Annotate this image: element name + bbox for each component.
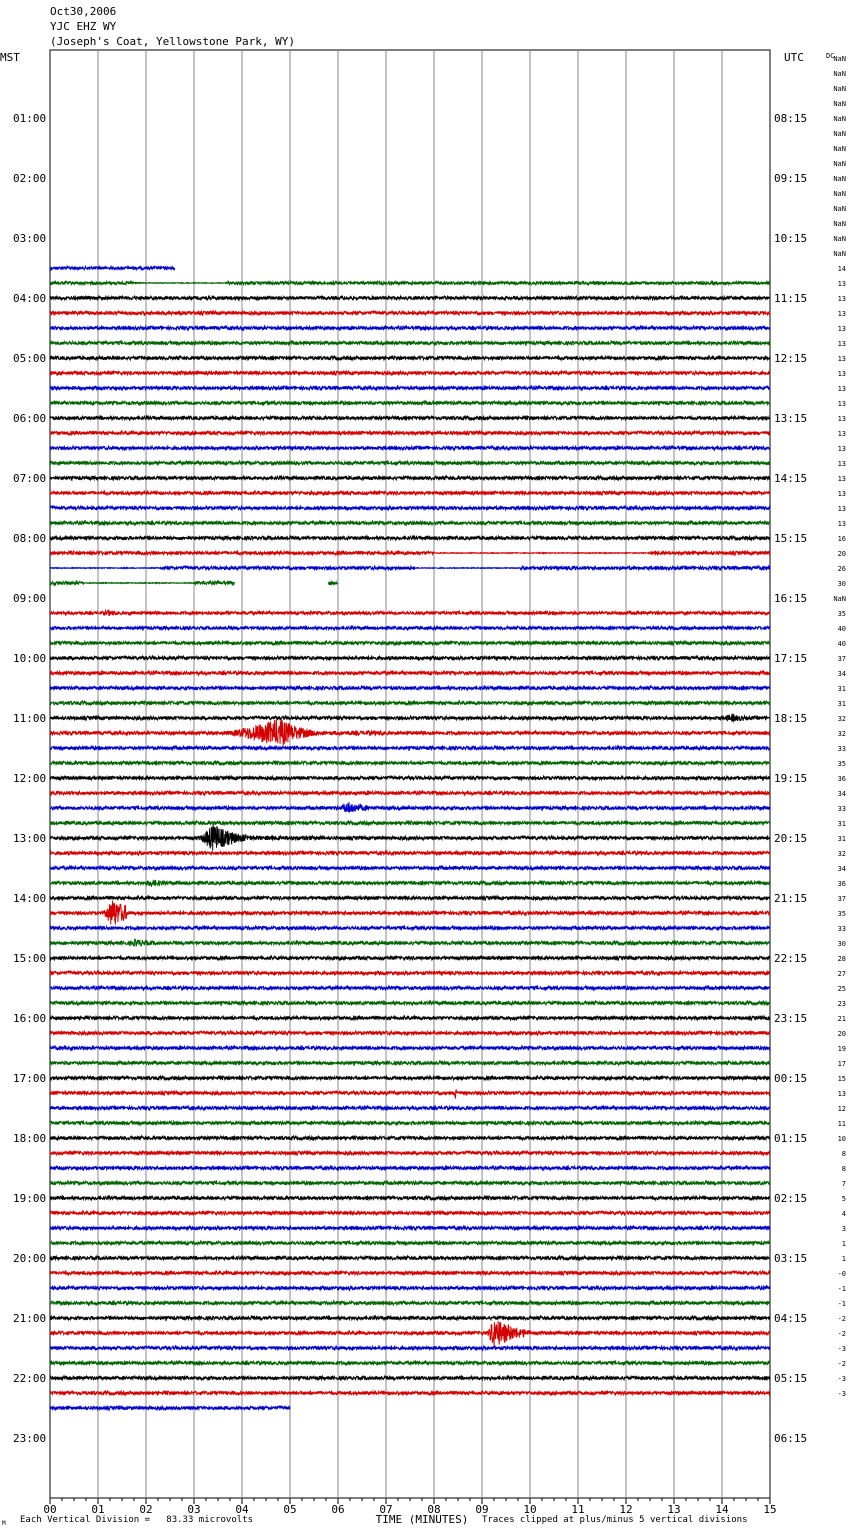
- dc-offset-label: 33: [837, 805, 846, 813]
- trace-row-64: [50, 1016, 770, 1020]
- trace-row-85: [50, 1321, 770, 1349]
- trace-row-26: [50, 446, 770, 450]
- trace-row-70: [50, 1106, 770, 1110]
- dc-offset-label: NaN: [833, 115, 846, 123]
- trace-row-27: [50, 461, 770, 465]
- dc-offset-label: 14: [837, 265, 846, 273]
- x-tick-label: 12: [619, 1503, 633, 1516]
- dc-offset-label: 20: [837, 1030, 846, 1038]
- trace-row-43: [50, 701, 770, 705]
- x-tick-label: 07: [379, 1503, 393, 1516]
- mst-hour-label: 02:00: [13, 172, 47, 185]
- utc-hour-label: 04:15: [774, 1312, 808, 1325]
- trace-row-90: [50, 1406, 290, 1410]
- dc-offset-label: 13: [837, 490, 846, 498]
- mst-hour-label: 13:00: [13, 832, 47, 845]
- dc-offset-label: 20: [837, 550, 846, 558]
- dc-offset-label: 13: [837, 430, 846, 438]
- dc-offset-label: 31: [837, 685, 846, 693]
- trace-row-82: [50, 1286, 770, 1290]
- dc-offset-label: 13: [837, 295, 846, 303]
- x-tick-label: 13: [667, 1503, 681, 1516]
- x-tick-label: 03: [187, 1503, 201, 1516]
- mst-hour-label: 10:00: [13, 652, 47, 665]
- trace-row-42: [50, 686, 770, 690]
- dc-offset-label: 13: [837, 1090, 846, 1098]
- dc-offset-label: 13: [837, 385, 846, 393]
- utc-hour-label: 06:15: [774, 1432, 808, 1445]
- dc-offset-label: 32: [837, 715, 846, 723]
- trace-row-88: [50, 1376, 770, 1380]
- trace-row-34: [50, 566, 770, 570]
- x-axis-label: TIME (MINUTES): [375, 1513, 469, 1526]
- dc-offset-label: 16: [837, 535, 846, 543]
- trace-row-57: [50, 901, 770, 925]
- utc-hour-label: 10:15: [774, 232, 808, 245]
- trace-row-55: [50, 880, 770, 887]
- dc-offset-label: NaN: [833, 70, 846, 78]
- x-tick-label: 15: [763, 1503, 777, 1516]
- trace-row-35: [328, 581, 338, 584]
- mst-hour-label: 11:00: [13, 712, 47, 725]
- dc-offset-label: -1: [837, 1285, 846, 1293]
- trace-row-22: [50, 386, 770, 390]
- utc-hour-label: 17:15: [774, 652, 808, 665]
- mst-hour-label: 12:00: [13, 772, 47, 785]
- dc-offset-label: 19: [837, 1045, 846, 1053]
- utc-hour-label: 21:15: [774, 892, 808, 905]
- dc-offset-label: 12: [837, 1105, 846, 1113]
- dc-offset-label: 13: [837, 400, 846, 408]
- trace-row-38: [50, 626, 770, 629]
- x-tick-label: 08: [427, 1503, 441, 1516]
- trace-row-17: [50, 311, 770, 315]
- utc-hour-label: 14:15: [774, 472, 808, 485]
- trace-row-59: [50, 940, 770, 947]
- utc-hour-label: 11:15: [774, 292, 808, 305]
- dc-offset-label: NaN: [833, 100, 846, 108]
- clipping-note: Traces clipped at plus/minus 5 vertical divisions: [482, 1515, 748, 1525]
- dc-offset-label: NaN: [833, 595, 846, 603]
- trace-row-41: [50, 671, 770, 675]
- dc-offset-label: 40: [837, 625, 846, 633]
- trace-row-15: [50, 281, 770, 284]
- dc-offset-label: 13: [837, 520, 846, 528]
- utc-hour-label: 09:15: [774, 172, 808, 185]
- mst-hour-label: 22:00: [13, 1372, 47, 1385]
- mst-hour-label: 17:00: [13, 1072, 47, 1085]
- utc-hour-label: 01:15: [774, 1132, 808, 1145]
- dc-offset-label: 10: [837, 1135, 846, 1143]
- dc-offset-label: 13: [837, 340, 846, 348]
- dc-offset-label: 28: [837, 955, 846, 963]
- utc-hour-label: 05:15: [774, 1372, 808, 1385]
- trace-row-72: [50, 1136, 770, 1140]
- dc-offset-label: 30: [837, 580, 846, 588]
- trace-row-73: [50, 1151, 770, 1155]
- trace-row-29: [50, 491, 770, 495]
- mst-hour-label: 01:00: [13, 112, 47, 125]
- mst-hour-label: 08:00: [13, 532, 47, 545]
- utc-hour-label: 16:15: [774, 592, 808, 605]
- trace-row-61: [50, 971, 770, 975]
- mst-hour-label: 23:00: [13, 1432, 47, 1445]
- trace-row-25: [50, 431, 770, 435]
- dc-offset-label: 8: [841, 1150, 846, 1158]
- trace-row-74: [50, 1166, 770, 1170]
- dc-offset-label: 13: [837, 310, 846, 318]
- trace-row-31: [50, 521, 770, 525]
- trace-row-33: [50, 551, 770, 555]
- dc-offset-label: 27: [837, 970, 846, 978]
- mst-hour-label: 14:00: [13, 892, 47, 905]
- trace-row-56: [50, 896, 770, 900]
- vertical-division-note: Each Vertical Division = 83.33 microvolts: [20, 1515, 253, 1525]
- header-date: Oct30,2006: [50, 5, 117, 18]
- utc-hour-label: 19:15: [774, 772, 808, 785]
- trace-row-19: [50, 341, 770, 345]
- utc-hour-label: 20:15: [774, 832, 808, 845]
- left-axis-title: MST: [0, 51, 20, 64]
- dc-title: DC: [826, 52, 835, 60]
- trace-row-58: [50, 926, 770, 930]
- dc-offset-label: 36: [837, 880, 846, 888]
- dc-offset-label: 34: [837, 790, 846, 798]
- dc-offset-label: 32: [837, 730, 846, 738]
- dc-offset-label: 35: [837, 910, 846, 918]
- trace-row-75: [50, 1181, 770, 1185]
- dc-offset-label: 32: [837, 850, 846, 858]
- dc-offset-label: -3: [837, 1390, 846, 1398]
- dc-offset-label: 13: [837, 460, 846, 468]
- trace-row-52: [50, 824, 770, 850]
- trace-row-40: [50, 656, 770, 660]
- trace-row-44: [50, 714, 770, 721]
- dc-offset-label: NaN: [833, 235, 846, 243]
- dc-offset-label: 25: [837, 985, 846, 993]
- dc-offset-label: 13: [837, 475, 846, 483]
- dc-offset-label: -2: [837, 1330, 846, 1338]
- x-tick-label: 10: [523, 1503, 537, 1516]
- mst-hour-label: 18:00: [13, 1132, 47, 1145]
- trace-row-54: [50, 866, 770, 870]
- dc-offset-label: 17: [837, 1060, 846, 1068]
- dc-offset-label: 40: [837, 640, 846, 648]
- trace-row-71: [50, 1121, 770, 1125]
- trace-row-46: [50, 746, 770, 750]
- mst-hour-label: 03:00: [13, 232, 47, 245]
- trace-row-81: [50, 1271, 770, 1275]
- dc-offset-label: 34: [837, 670, 846, 678]
- x-tick-label: 04: [235, 1503, 249, 1516]
- dc-offset-label: 8: [841, 1165, 846, 1173]
- dc-offset-label: NaN: [833, 145, 846, 153]
- x-tick-label: 01: [91, 1503, 105, 1516]
- trace-row-69: [50, 1090, 770, 1098]
- dc-offset-label: 21: [837, 1015, 846, 1023]
- trace-row-24: [50, 416, 770, 420]
- dc-offset-label: NaN: [833, 85, 846, 93]
- dc-offset-label: NaN: [833, 55, 846, 63]
- trace-row-67: [50, 1061, 770, 1065]
- dc-offset-label: -2: [837, 1315, 846, 1323]
- trace-row-48: [50, 776, 770, 780]
- dc-offset-label: 31: [837, 835, 846, 843]
- utc-hour-label: 18:15: [774, 712, 808, 725]
- trace-row-80: [50, 1256, 770, 1260]
- utc-hour-label: 22:15: [774, 952, 808, 965]
- dc-offset-label: 36: [837, 775, 846, 783]
- trace-row-76: [50, 1196, 770, 1200]
- trace-row-65: [50, 1031, 770, 1035]
- dc-offset-label: 37: [837, 655, 846, 663]
- x-tick-label: 02: [139, 1503, 153, 1516]
- trace-row-78: [50, 1226, 770, 1230]
- trace-row-89: [50, 1391, 770, 1395]
- trace-row-49: [50, 791, 770, 795]
- dc-offset-label: NaN: [833, 190, 846, 198]
- trace-row-35: [50, 581, 235, 585]
- dc-offset-label: 13: [837, 370, 846, 378]
- dc-offset-label: 31: [837, 700, 846, 708]
- dc-offset-label: 13: [837, 355, 846, 363]
- trace-row-51: [50, 821, 770, 825]
- dc-offset-label: 4: [841, 1210, 846, 1218]
- dc-offset-label: 13: [837, 445, 846, 453]
- dc-offset-label: 11: [837, 1120, 846, 1128]
- dc-offset-label: 26: [837, 565, 846, 573]
- dc-offset-label: 35: [837, 610, 846, 618]
- trace-row-21: [50, 371, 770, 375]
- dc-offset-label: 5: [841, 1195, 846, 1203]
- right-axis-title: UTC: [784, 51, 804, 64]
- trace-row-30: [50, 506, 770, 510]
- trace-row-14: [50, 266, 175, 269]
- trace-row-86: [50, 1346, 770, 1350]
- dc-offset-label: 34: [837, 865, 846, 873]
- dc-offset-label: 23: [837, 1000, 846, 1008]
- dc-offset-label: 33: [837, 925, 846, 933]
- dc-offset-label: -3: [837, 1345, 846, 1353]
- trace-row-39: [50, 641, 770, 645]
- dc-offset-label: 13: [837, 280, 846, 288]
- dc-offset-label: -1: [837, 1300, 846, 1308]
- trace-row-68: [50, 1076, 770, 1080]
- trace-row-63: [50, 1001, 770, 1005]
- x-tick-label: 06: [331, 1503, 345, 1516]
- dc-offset-label: 1: [841, 1255, 846, 1263]
- dc-offset-label: 7: [841, 1180, 846, 1188]
- corner-mark: M: [2, 1520, 6, 1527]
- trace-row-77: [50, 1211, 770, 1215]
- dc-offset-label: 1: [841, 1240, 846, 1248]
- dc-offset-label: -0: [837, 1270, 846, 1278]
- dc-offset-label: NaN: [833, 205, 846, 213]
- mst-hour-label: 07:00: [13, 472, 47, 485]
- dc-offset-label: 37: [837, 895, 846, 903]
- trace-row-23: [50, 401, 770, 405]
- mst-hour-label: 04:00: [13, 292, 47, 305]
- mst-hour-label: 05:00: [13, 352, 47, 365]
- trace-row-16: [50, 296, 770, 300]
- header-location: (Joseph's Coat, Yellowstone Park, WY): [50, 35, 296, 48]
- utc-hour-label: 03:15: [774, 1252, 808, 1265]
- utc-hour-label: 13:15: [774, 412, 808, 425]
- trace-row-37: [50, 610, 770, 616]
- dc-offset-label: NaN: [833, 175, 846, 183]
- utc-hour-label: 00:15: [774, 1072, 808, 1085]
- trace-row-62: [50, 986, 770, 990]
- dc-offset-label: NaN: [833, 250, 846, 258]
- trace-row-84: [50, 1316, 770, 1320]
- dc-offset-label: 35: [837, 760, 846, 768]
- header-station: YJC EHZ WY: [50, 20, 117, 33]
- mst-hour-label: 06:00: [13, 412, 47, 425]
- utc-hour-label: 02:15: [774, 1192, 808, 1205]
- dc-offset-label: 15: [837, 1075, 846, 1083]
- utc-hour-label: 15:15: [774, 532, 808, 545]
- dc-offset-label: -2: [837, 1360, 846, 1368]
- trace-row-32: [50, 536, 770, 540]
- dc-offset-label: 30: [837, 940, 846, 948]
- x-tick-label: 09: [475, 1503, 489, 1516]
- x-tick-label: 05: [283, 1503, 297, 1516]
- utc-hour-label: 08:15: [774, 112, 808, 125]
- x-tick-label: 14: [715, 1503, 729, 1516]
- utc-hour-label: 12:15: [774, 352, 808, 365]
- x-tick-label: 00: [43, 1503, 57, 1516]
- x-tick-label: 11: [571, 1503, 585, 1516]
- trace-row-53: [50, 851, 770, 855]
- dc-offset-label: NaN: [833, 160, 846, 168]
- trace-row-66: [50, 1046, 770, 1050]
- trace-row-18: [50, 326, 770, 330]
- dc-offset-label: 13: [837, 325, 846, 333]
- mst-hour-label: 09:00: [13, 592, 47, 605]
- dc-offset-label: 31: [837, 820, 846, 828]
- trace-row-83: [50, 1301, 770, 1305]
- trace-row-79: [50, 1241, 770, 1245]
- trace-row-47: [50, 761, 770, 765]
- mst-hour-label: 15:00: [13, 952, 47, 965]
- dc-offset-label: NaN: [833, 130, 846, 138]
- mst-hour-label: 20:00: [13, 1252, 47, 1265]
- dc-offset-label: 13: [837, 415, 846, 423]
- dc-offset-label: -3: [837, 1375, 846, 1383]
- mst-hour-label: 16:00: [13, 1012, 47, 1025]
- trace-row-87: [50, 1361, 770, 1365]
- mst-hour-label: 19:00: [13, 1192, 47, 1205]
- trace-row-28: [50, 476, 770, 480]
- dc-offset-label: 3: [841, 1225, 846, 1233]
- utc-hour-label: 23:15: [774, 1012, 808, 1025]
- trace-row-45: [50, 719, 770, 745]
- trace-row-50: [50, 802, 770, 812]
- trace-row-20: [50, 356, 770, 360]
- dc-offset-label: NaN: [833, 220, 846, 228]
- dc-offset-label: 33: [837, 745, 846, 753]
- mst-hour-label: 21:00: [13, 1312, 47, 1325]
- trace-row-60: [50, 956, 770, 960]
- dc-offset-label: 13: [837, 505, 846, 513]
